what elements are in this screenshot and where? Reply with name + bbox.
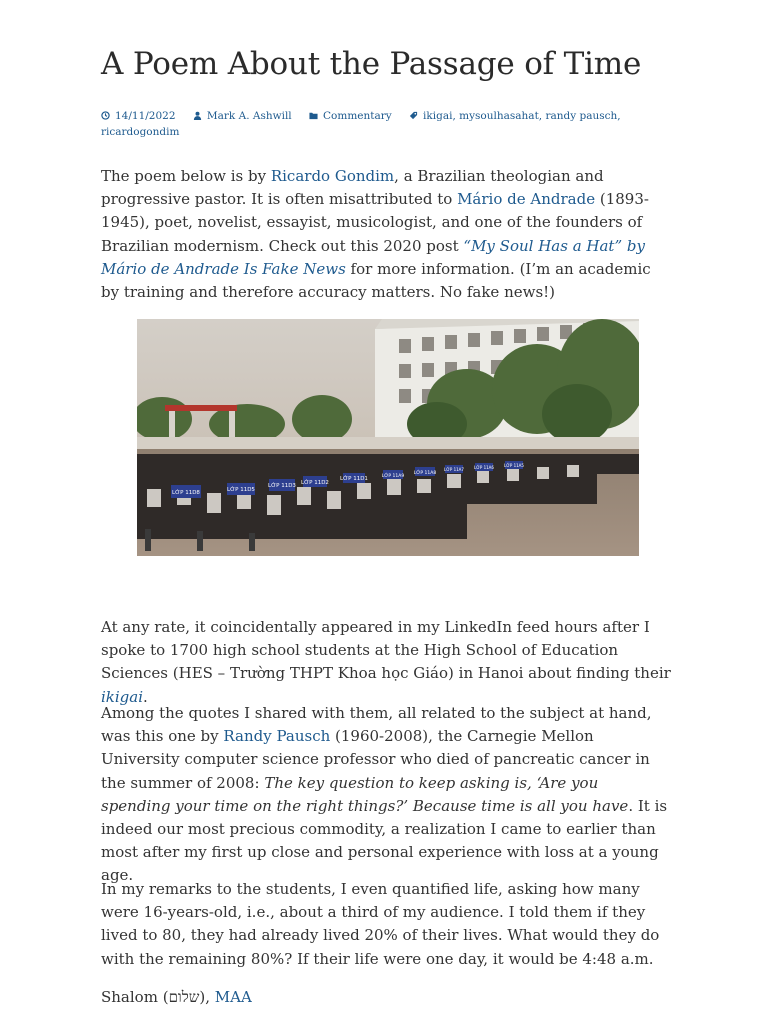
post-meta <box>101 108 641 140</box>
tag-link[interactable]: randy pausch <box>545 110 618 122</box>
photo-illustration <box>137 319 639 556</box>
tag-link[interactable]: mysoulhasahat <box>459 110 539 122</box>
class-sign: LỚP 11D2 <box>301 480 329 486</box>
class-sign: LỚP 11D3 <box>268 483 296 489</box>
text-run: for more information. (I’m an academic by training and therefore accuracy matters. No fake news!) <box>101 259 651 302</box>
user-icon <box>193 111 202 120</box>
quote-paragraph <box>101 702 671 888</box>
text-run: . It is indeed our most precious commodity, a realization I came to earlier than most after my first up close and personal experience with loss at a young age. <box>101 796 668 885</box>
class-sign: LỚP 11D5 <box>227 487 255 493</box>
class-sign: LỚP 11A7 <box>444 467 464 472</box>
tag-icon <box>409 111 418 120</box>
post-author-link[interactable]: Mark A. Ashwill <box>206 110 292 122</box>
linkedin-paragraph <box>101 616 671 709</box>
class-sign: LỚP 11A8 <box>413 471 437 476</box>
text-run: (1960-2008), the Carnegie Mellon University computer science professor who died of pancreatic cancer in the summer of 2008: <box>101 727 650 792</box>
class-sign: LỚP 11D8 <box>172 490 200 496</box>
class-sign: LỚP 11A6 <box>474 465 494 470</box>
class-sign: LỚP 11D1 <box>340 476 368 482</box>
signoff-paragraph <box>101 986 671 1009</box>
school-assembly-photo <box>137 319 639 556</box>
text-run: In my remarks to the students, I even quantified life, asking how many were 16-years-old, i.e., about a third of my audience. I told them if they lived to 80, they had already lived 20% of their lives. What would they do with the remaining 80%? If their life were one day, it would be 4:48 a.m. <box>101 880 660 968</box>
post-author[interactable] <box>193 110 295 122</box>
pausch-quote: The key question to keep asking is, ‘Are you spending your time on the right things?’ Because time is all you have <box>101 773 629 815</box>
text-run: Among the quotes I shared with them, all related to the subject at hand, was this one by <box>101 704 652 746</box>
post-date[interactable] <box>101 110 179 122</box>
class-sign: LỚP 11A9 <box>381 474 405 479</box>
randy-pausch-link[interactable]: Randy Pausch <box>223 727 331 746</box>
folder-icon <box>309 111 318 120</box>
text-run: The poem below is by <box>101 167 271 185</box>
text-run: (1893-1945), poet, novelist, essayist, musicologist, and one of the founders of Brazilian modernism. Check out this 2020 post <box>101 190 649 255</box>
fake-news-post-link[interactable]: “My Soul Has a Hat” by Mário de Andrade Is Fake News <box>101 236 645 278</box>
text-run: . <box>143 687 148 706</box>
text-run: , a Brazilian theologian and progressive pastor. It is often misattributed to <box>101 167 604 209</box>
post-category[interactable] <box>309 110 395 122</box>
maa-link[interactable]: MAA <box>214 988 252 1006</box>
class-sign: LỚP 11A5 <box>504 463 524 468</box>
tag-link[interactable]: ricardogondim <box>101 126 180 138</box>
post-title: A Poem About the Passage of Time <box>101 46 642 82</box>
remarks-paragraph <box>101 878 671 971</box>
post-category-link[interactable]: Commentary <box>323 110 392 122</box>
text-run: At any rate, it coincidentally appeared in my LinkedIn feed hours after I spoke to 1700 high school students at the High School of Education Sciences (HES – Trường THPT Khoa học Giáo) in Hanoi about finding their <box>101 618 671 683</box>
clock-icon <box>101 111 110 120</box>
ikigai-link[interactable]: ikigai <box>101 687 144 706</box>
post-date-link[interactable]: 14/11/2022 <box>115 110 176 122</box>
mario-de-andrade-link[interactable]: Mário de Andrade <box>457 190 596 209</box>
tag-link[interactable]: ikigai <box>423 110 453 122</box>
ricardo-gondim-link[interactable]: Ricardo Gondim <box>270 167 395 185</box>
post-tags: ikigai, mysoulhasahat, randy pausch, ricardogondim <box>101 110 621 138</box>
intro-paragraph <box>101 165 671 304</box>
text-run: Shalom (שלום), <box>101 988 215 1006</box>
